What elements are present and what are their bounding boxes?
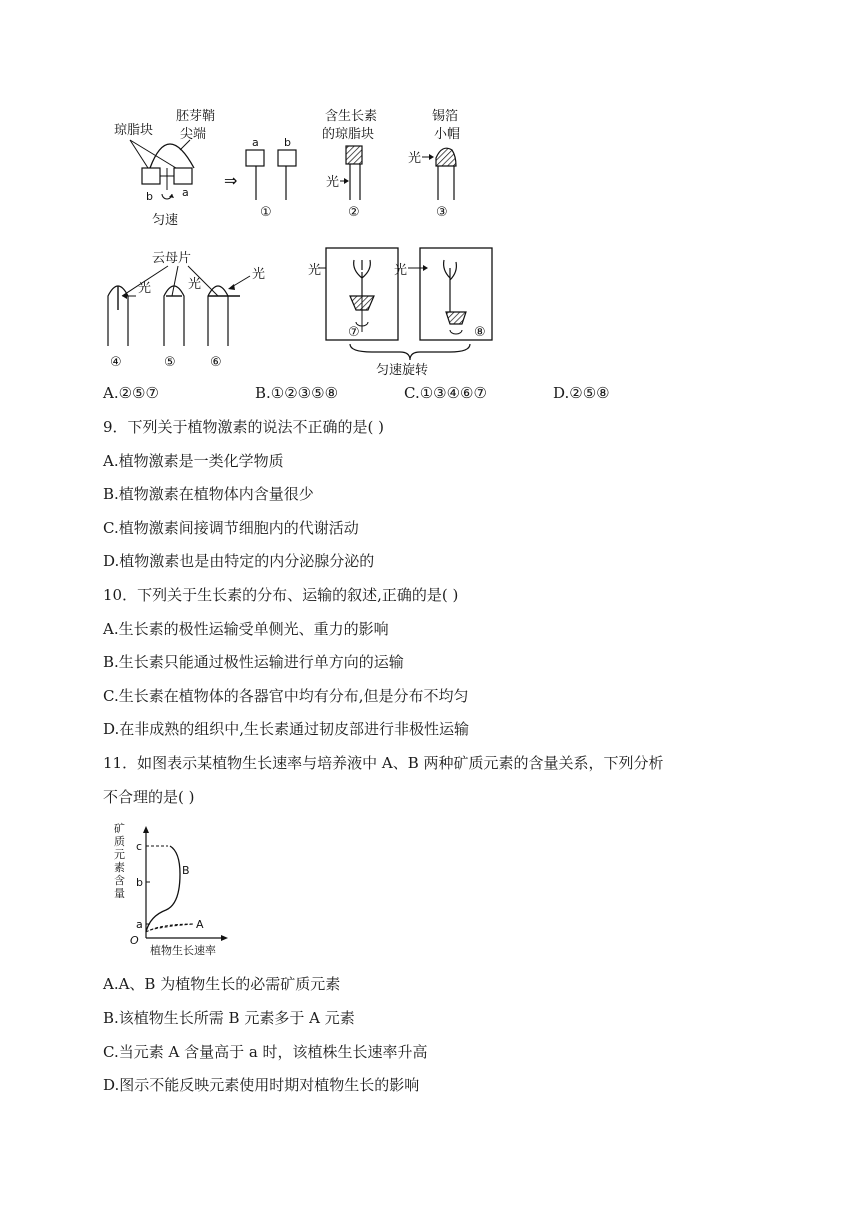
q11-curve-a-label: A — [196, 918, 204, 931]
implies-arrow: ⇒ — [224, 171, 238, 190]
light-label-7: 光 — [308, 263, 322, 278]
q11-tick-c: c — [136, 840, 143, 853]
auxin-agar-label-2: 的琼脂块 — [322, 127, 375, 142]
coleoptile-tip-label-1: 胚芽鞘 — [176, 109, 216, 124]
q11-option-b[interactable]: B.该植物生长所需 B 元素多于 A 元素 — [103, 1009, 355, 1027]
light-label-2: 光 — [326, 175, 340, 190]
number-5: ⑤ — [164, 355, 176, 370]
q9-option-a[interactable]: A.植物激素是一类化学物质 — [103, 452, 284, 470]
light-label-6: 光 — [252, 267, 266, 282]
q8-option-d[interactable]: D.②⑤⑧ — [553, 384, 610, 402]
q11-curve-b — [146, 846, 180, 932]
q11-tick-a: a — [136, 918, 143, 931]
q9-option-d[interactable]: D.植物激素也是由特定的内分泌腺分泌的 — [103, 552, 375, 570]
number-3: ③ — [436, 205, 448, 220]
foil-cap-label-1: 锡箔 — [432, 109, 459, 124]
auxin-agar-label-1: 含生长素 — [325, 109, 378, 124]
q10-option-d[interactable]: D.在非成熟的组织中,生长素通过韧皮部进行非极性运输 — [103, 720, 470, 738]
q9-option-c[interactable]: C.植物激素间接调节细胞内的代谢活动 — [103, 519, 359, 537]
q10-stem: 10．下列关于生长素的分布、运输的叙述,正确的是( ) — [103, 586, 459, 604]
foil-cap-label-2: 小帽 — [434, 127, 461, 142]
q11-stem-line-1: 11．如图表示某植物生长速率与培养液中 A、B 两种矿质元素的含量关系，下列分析 — [103, 754, 664, 772]
number-4: ④ — [110, 355, 122, 370]
setup-4-5-6 — [108, 250, 265, 370]
q11-option-d[interactable]: D.图示不能反映元素使用时期对植物生长的影响 — [103, 1076, 420, 1094]
number-8: ⑧ — [474, 325, 486, 340]
light-label-8: 光 — [394, 263, 408, 278]
q11-ylabel-text: 矿质元素含量 — [114, 822, 125, 900]
light-label-4: 光 — [138, 281, 152, 296]
q10-option-b[interactable]: B.生长素只能通过极性运输进行单方向的运输 — [103, 653, 404, 671]
mica-label: 云母片 — [152, 251, 192, 266]
coleoptile-tip-label-2: 尖端 — [180, 127, 207, 142]
q8-figure — [100, 100, 660, 380]
label-a-1: a — [252, 136, 259, 149]
setup-2 — [322, 108, 377, 220]
setup-7-8 — [308, 248, 492, 378]
q11-option-c[interactable]: C.当元素 A 含量高于 a 时，该植株生长速率升高 — [103, 1043, 428, 1061]
agar-setup-diagram — [114, 108, 215, 228]
q8-option-c[interactable]: C.①③④⑥⑦ — [404, 384, 487, 402]
q10-option-a[interactable]: A.生长素的极性运输受单侧光、重力的影响 — [103, 620, 389, 638]
agar-block-label: 琼脂块 — [114, 123, 154, 138]
number-1: ① — [260, 205, 272, 220]
uniform-rotation-label: 匀速旋转 — [376, 363, 429, 378]
q11-ylabel — [114, 821, 125, 900]
light-label-3: 光 — [408, 151, 422, 166]
uniform-speed-label: 匀速 — [152, 213, 179, 228]
q11-curve-a — [146, 924, 194, 932]
q8-option-b[interactable]: B.①②③⑤⑧ — [255, 384, 339, 402]
q8-option-a[interactable]: A.②⑤⑦ — [103, 384, 159, 402]
q11-stem-line-2: 不合理的是( ) — [103, 788, 195, 806]
number-6: ⑥ — [210, 355, 222, 370]
setup-1 — [246, 136, 296, 220]
q9-stem: 9．下列关于植物激素的说法不正确的是( ) — [103, 418, 385, 436]
q11-xlabel: 植物生长速率 — [150, 944, 216, 957]
q11-graph — [110, 820, 230, 960]
q11-option-a[interactable]: A.A、B 为植物生长的必需矿质元素 — [103, 975, 341, 993]
label-a-setup: a — [182, 186, 189, 199]
number-2: ② — [348, 205, 360, 220]
q10-option-c[interactable]: C.生长素在植物体的各器官中均有分布,但是分布不均匀 — [103, 687, 469, 705]
setup-3 — [408, 109, 460, 220]
number-7: ⑦ — [348, 325, 360, 340]
label-b-1: b — [284, 136, 291, 149]
q11-curve-b-label: B — [182, 864, 190, 877]
light-label-5: 光 — [188, 277, 202, 292]
label-b-setup: b — [146, 190, 153, 203]
q9-option-b[interactable]: B.植物激素在植物体内含量很少 — [103, 485, 314, 503]
q11-origin: O — [130, 934, 139, 947]
q11-tick-b: b — [136, 876, 143, 889]
